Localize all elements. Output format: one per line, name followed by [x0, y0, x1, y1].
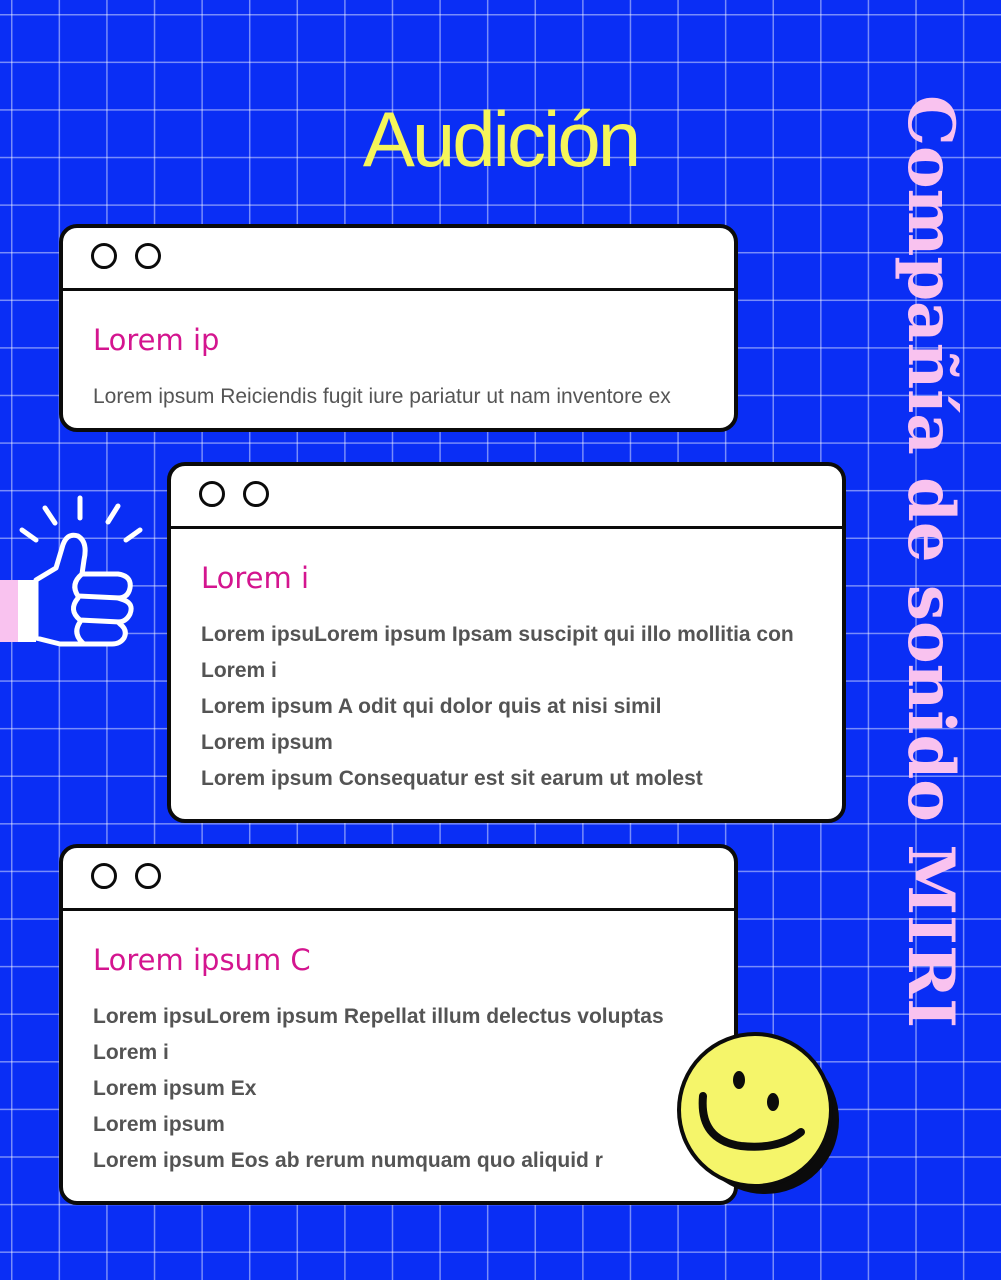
card-text-line: Lorem ipsum Ex [93, 1076, 257, 1100]
card-text-line: Lorem i [93, 1040, 169, 1064]
window-dot-icon [135, 243, 161, 269]
window-card-1 [59, 224, 738, 432]
card-body [171, 529, 842, 797]
card-body [63, 291, 734, 415]
window-dot-icon [135, 863, 161, 889]
window-dot-icon [91, 863, 117, 889]
card-text-line: Lorem ipsuLorem ipsum Ipsam suscipit qui illo mollitia con [201, 622, 794, 646]
window-dot-icon [243, 481, 269, 507]
card-text-line: Lorem ipsum Reiciendis fugit iure pariatur ut nam inventore ex [93, 384, 671, 408]
side-title: Compañía de sonido MIRI [893, 95, 968, 1029]
card-body [63, 911, 734, 1179]
window-dot-icon [91, 243, 117, 269]
card-text-line: Lorem ipsum Consequatur est sit earum ut molest [201, 766, 703, 790]
window-title-bar [63, 848, 734, 911]
card-text-line: Lorem ipsum Eos ab rerum numquam quo aliquid r [93, 1148, 603, 1172]
card-text-line: Lorem ipsum A odit qui dolor quis at nisi simil [201, 694, 662, 718]
card-text-line: Lorem ipsum [93, 1112, 225, 1136]
card-text-line: Lorem ipsum [201, 730, 333, 754]
window-card-2 [167, 462, 846, 823]
window-dot-icon [199, 481, 225, 507]
page-title: Audición [362, 95, 639, 183]
smiley-face-icon [675, 1030, 845, 1200]
card-text-line: Lorem i [201, 658, 277, 682]
window-title-bar [63, 228, 734, 291]
card-heading: Lorem ipsum C [93, 943, 311, 977]
card-heading: Lorem ip [93, 323, 220, 357]
thumbs-up-icon [0, 488, 150, 658]
window-card-3 [59, 844, 738, 1205]
window-title-bar [171, 466, 842, 529]
card-text-line: Lorem ipsuLorem ipsum Repellat illum delectus voluptas [93, 1004, 664, 1028]
card-heading: Lorem i [201, 561, 310, 595]
